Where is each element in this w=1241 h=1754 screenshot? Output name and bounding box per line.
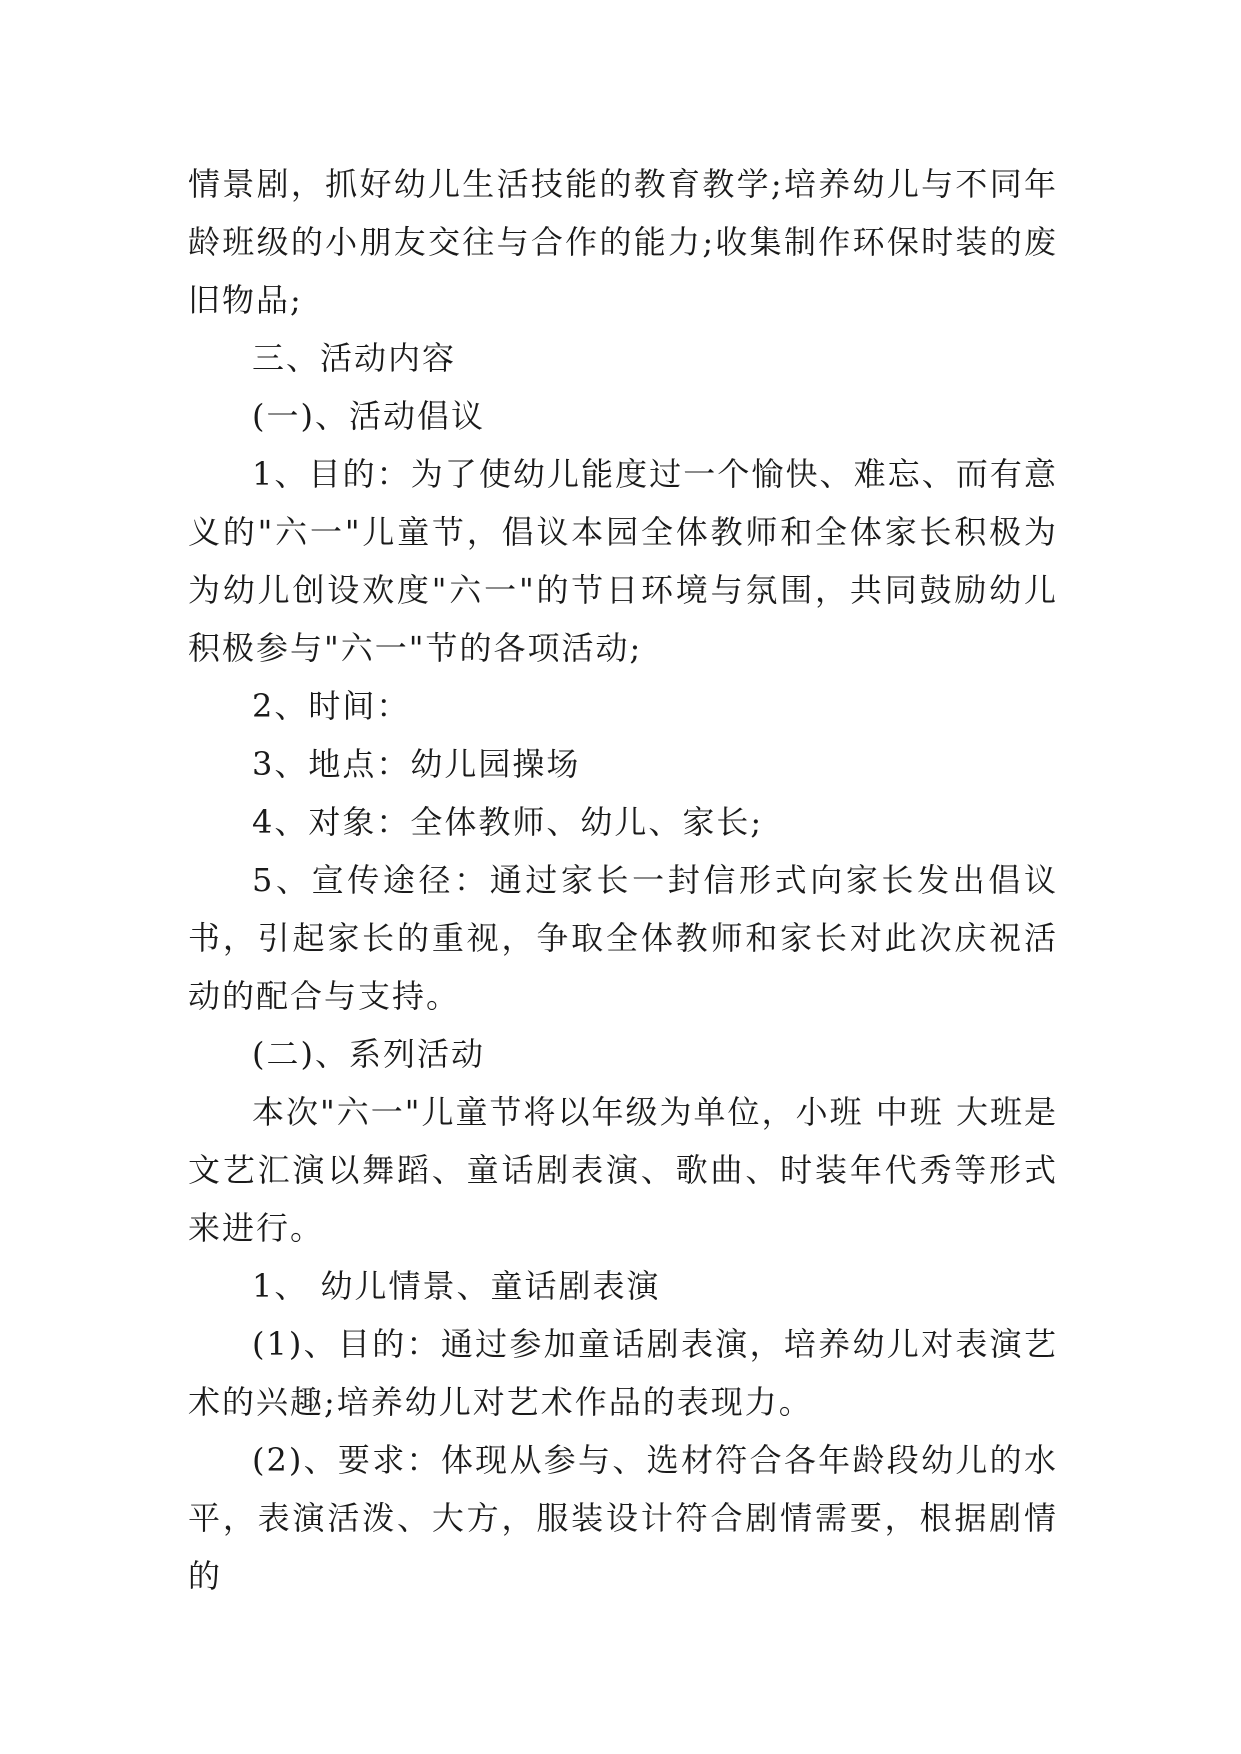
paragraph-purpose: 1、目的：为了使幼儿能度过一个愉快、难忘、而有意义的"六一"儿童节，倡议本园全体教师和全体家长积极为为幼儿创设欢度"六一"的节日环境与氛围，共同鼓励幼儿积极参与"六一"节的各项活动; — [188, 455, 1058, 667]
subsection-heading-activity-proposal: (一)、活动倡议 — [252, 397, 485, 435]
item-heading-drama-performance: 1、 幼儿情景、童话剧表演 — [252, 1267, 661, 1305]
paragraph-drama-purpose: (1)、目的：通过参加童话剧表演，培养幼儿对表演艺术的兴趣;培养幼儿对艺术作品的表现力。 — [188, 1325, 1058, 1421]
document-body — [188, 155, 1058, 1605]
paragraph-series-intro: 本次"六一"儿童节将以年级为单位，小班 中班 大班是文艺汇演以舞蹈、童话剧表演、歌曲、时装年代秀等形式来进行。 — [188, 1093, 1058, 1247]
paragraph-location: 3、地点：幼儿园操场 — [252, 745, 581, 783]
paragraph-promotion: 5、宣传途径：通过家长一封信形式向家长发出倡议书，引起家长的重视，争取全体教师和家长对此次庆祝活动的配合与支持。 — [188, 861, 1058, 1015]
subsection-heading-series-activities: (二)、系列活动 — [252, 1035, 485, 1073]
paragraph-participants: 4、对象：全体教师、幼儿、家长; — [252, 803, 764, 841]
paragraph-drama-requirements: (2)、要求：体现从参与、选材符合各年龄段幼儿的水平，表演活泼、大方，服装设计符合剧情需要，根据剧情的 — [188, 1441, 1058, 1595]
section-heading-activity-content: 三、活动内容 — [252, 339, 457, 377]
paragraph-continuation: 情景剧，抓好幼儿生活技能的教育教学;培养幼儿与不同年龄班级的小朋友交往与合作的能力;收集制作环保时装的废旧物品; — [188, 165, 1058, 319]
paragraph-time: 2、时间： — [252, 687, 411, 725]
